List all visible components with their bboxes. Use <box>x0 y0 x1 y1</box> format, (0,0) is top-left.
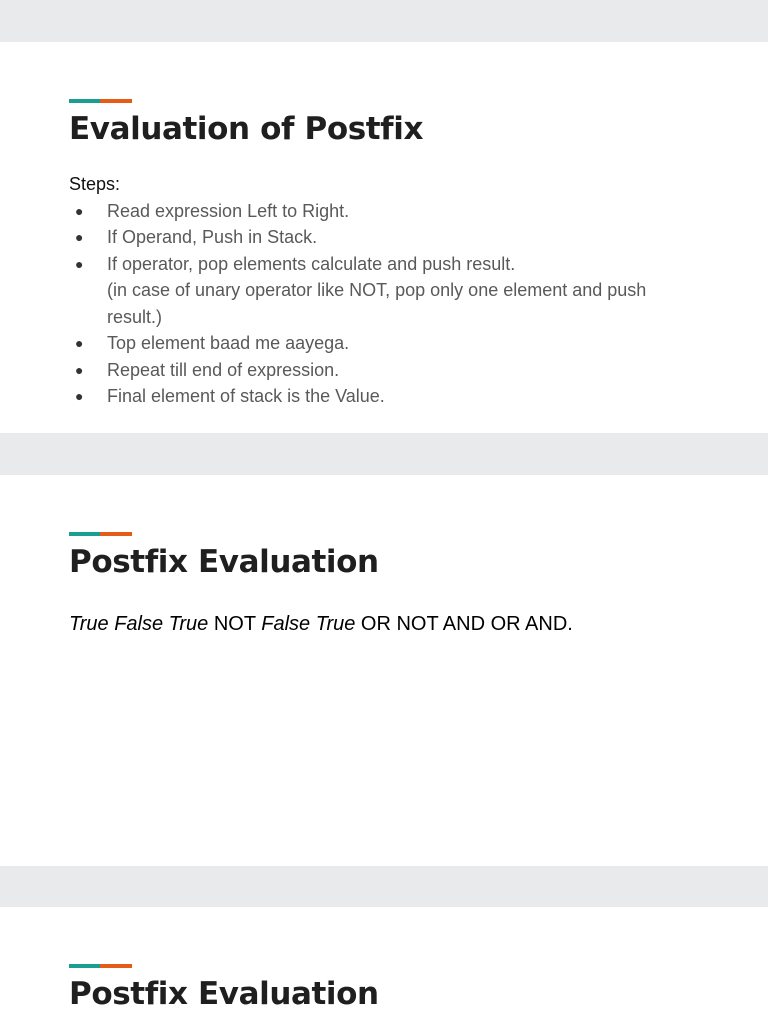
bullet-dot-icon: ● <box>75 255 84 272</box>
slide-1[interactable] <box>0 42 768 433</box>
list-item <box>69 330 699 357</box>
slide-3[interactable] <box>0 907 768 1024</box>
step-text: Repeat till end of expression. <box>107 359 340 380</box>
list-item <box>69 357 699 384</box>
step-text: Top element baad me aayega. <box>107 333 350 353</box>
accent-orange <box>100 99 132 103</box>
slide-title: Postfix Evaluation <box>69 976 379 1012</box>
accent-teal <box>69 99 100 103</box>
slide-body <box>69 171 699 410</box>
list-item <box>69 383 699 410</box>
title-accent-bar <box>69 532 132 536</box>
slide-2[interactable] <box>0 475 768 866</box>
step-text: If Operand, Push in Stack. <box>107 227 318 247</box>
accent-teal <box>69 532 100 536</box>
step-text: Final element of stack is the Value. <box>107 386 385 406</box>
step-text: Read expression Left to Right. <box>107 200 350 221</box>
slide-title: Postfix Evaluation <box>69 544 379 580</box>
bullet-dot-icon: ● <box>75 202 84 219</box>
expression-operands-2: False True <box>261 613 356 635</box>
list-item <box>69 224 699 251</box>
accent-orange <box>100 964 132 968</box>
list-item <box>69 251 699 331</box>
step-text: If operator, pop elements calculate and push result. (in case of unary operator like NOT, pop only one element and push result.) <box>107 253 647 327</box>
expression-operands-1: True False True <box>69 613 209 635</box>
bullet-dot-icon: ● <box>75 361 84 378</box>
expression-operator-not: NOT <box>208 613 262 635</box>
steps-list <box>69 198 699 410</box>
slide-title: Evaluation of Postfix <box>69 111 424 147</box>
accent-teal <box>69 964 100 968</box>
title-accent-bar <box>69 964 132 968</box>
postfix-expression <box>69 613 573 636</box>
list-item <box>69 198 699 225</box>
bullet-dot-icon: ● <box>75 335 84 351</box>
title-accent-bar <box>69 99 132 103</box>
steps-label: Steps: <box>69 174 121 194</box>
expression-operators-tail: OR NOT AND OR AND. <box>355 613 573 635</box>
bullet-dot-icon: ● <box>75 229 84 245</box>
bullet-dot-icon: ● <box>75 388 84 404</box>
accent-orange <box>100 532 132 536</box>
